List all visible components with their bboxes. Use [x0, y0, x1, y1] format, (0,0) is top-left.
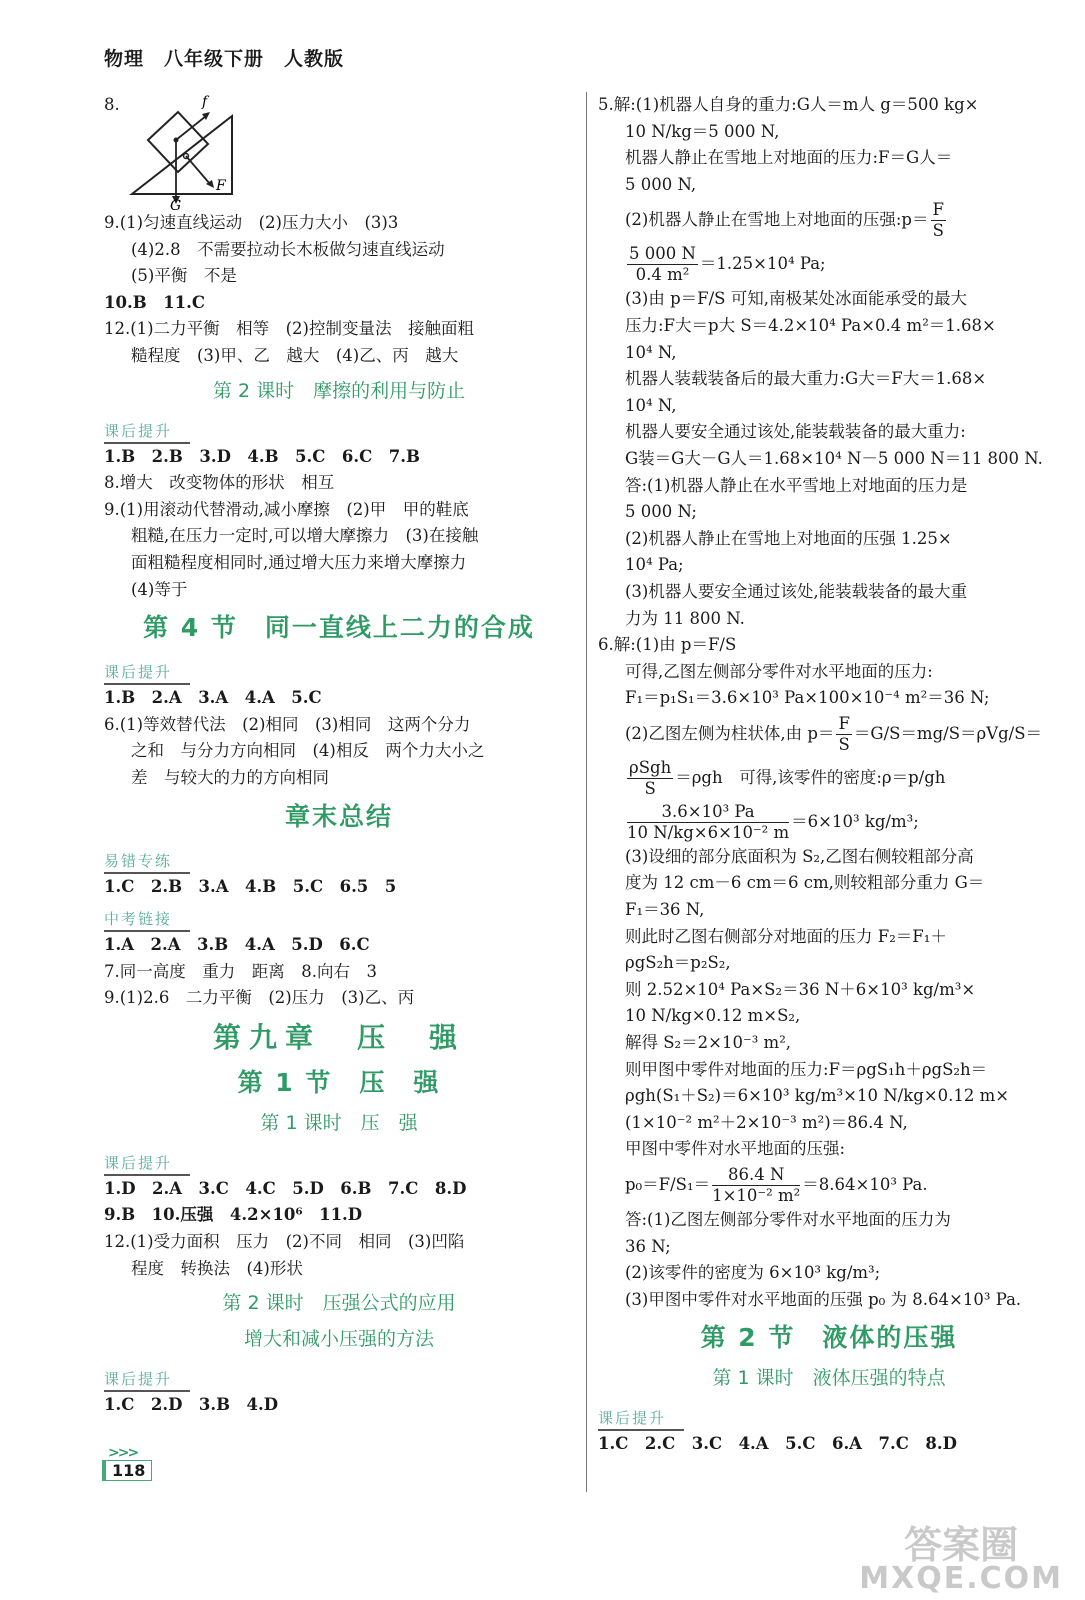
answer-line: 糙程度 (3)甲、乙 越大 (4)乙、丙 越大 — [131, 345, 459, 365]
answer-line: G装＝G大－G人＝1.68×10⁴ N－5 000 N＝11 800 N. — [625, 448, 1043, 468]
formula-prefix: (2)机器人静止在雪地上对地面的压强:p＝ — [625, 210, 929, 230]
answer-line: 10 N/kg＝5 000 N, — [625, 121, 780, 141]
answer-line: 10⁴ Pa; — [625, 555, 684, 575]
answer-line: 则甲图中零件对地面的压力:F＝ρgS₁h＋ρgS₂h＝ — [625, 1059, 988, 1079]
answer-line: 则此时乙图右侧部分对地面的压力 F₂＝F₁＋ — [625, 926, 947, 946]
formula-prefix: (2)乙图左侧为柱状体,由 p＝ — [625, 723, 835, 743]
answer-line: 9.(1)用滚动代替滑动,减小摩擦 (2)甲 甲的鞋底 — [104, 499, 469, 519]
answer-line: 8.增大 改变物体的形状 相互 — [104, 473, 335, 493]
answer-line: 36 N; — [625, 1236, 671, 1256]
answer-line: 答:(1)机器人静止在水平雪地上对地面的压力是 — [625, 475, 968, 495]
formula-suffix: ＝8.64×10³ Pa. — [802, 1175, 928, 1194]
pressure-arrow — [186, 156, 210, 184]
section-heading: 增大和减小压强的方法 — [243, 1328, 434, 1351]
exercise-tag-row — [104, 900, 574, 932]
answer-line: 10⁴ N, — [625, 342, 677, 362]
answer-line: 5 000 N; — [625, 502, 697, 522]
fraction-numerator: ρSgh — [629, 757, 672, 777]
formula-line — [598, 756, 1060, 800]
answer-line: 5 000 N, — [625, 174, 697, 194]
answer-line: (3)机器人要安全通过该处,能装载装备的最大重 — [625, 581, 968, 601]
section-heading: 章末总结 — [284, 801, 393, 831]
fraction — [627, 758, 673, 799]
answer-key-line: 1.B 2.A 3.A 4.A 5.C — [104, 688, 322, 708]
answer-line: 7.同一高度 重力 距离 8.向右 3 — [104, 961, 377, 981]
exercise-tag-row — [104, 412, 574, 444]
answer-line: F₁＝36 N, — [625, 900, 705, 920]
exercise-tag: 课后提升 — [104, 420, 190, 444]
watermark-url: MXQE.COM — [859, 1561, 1063, 1596]
fraction-numerator: F — [932, 200, 944, 220]
section-heading: 第 1 节 压 强 — [237, 1067, 441, 1097]
answer-line: (3)由 p＝F/S 可知,南极某处冰面能承受的最大 — [625, 289, 967, 309]
fraction — [627, 802, 789, 843]
answer-line: 6.解:(1)由 p＝F/S — [598, 635, 737, 655]
formula-prefix: p₀＝F/S₁＝ — [625, 1175, 711, 1194]
formula-line — [598, 800, 1060, 844]
formula-line — [598, 1163, 1060, 1207]
exercise-tag-row — [104, 1360, 574, 1392]
figure-question-8 — [104, 92, 574, 210]
answer-key-line: 1.A 2.A 3.B 4.A 5.D 6.C — [104, 935, 370, 955]
answer-line: 10⁴ N, — [625, 395, 677, 415]
left-column — [104, 92, 574, 1419]
fraction-denominator: S — [644, 778, 656, 798]
formula-suffix: ＝ρgh 可得,该零件的密度:ρ＝p/gh — [675, 767, 946, 787]
answer-line: 12.(1)受力面积 压力 (2)不同 相同 (3)凹陷 — [104, 1232, 465, 1252]
fraction-denominator: S — [932, 221, 944, 241]
formula-line — [598, 242, 1060, 286]
exercise-tag: 易错专练 — [104, 850, 190, 874]
exercise-tag-row — [598, 1399, 1060, 1431]
fraction-numerator: F — [838, 713, 850, 733]
answer-line: F₁＝p₁S₁＝3.6×10³ Pa×100×10⁻⁴ m²＝36 N; — [625, 688, 990, 708]
answer-line: 甲图中零件对水平地面的压强: — [625, 1139, 846, 1159]
answer-line: 压力:F大＝p大 S＝4.2×10⁴ Pa×0.4 m²＝1.68× — [625, 315, 996, 335]
formula-line — [598, 198, 1060, 242]
section-heading: 第 1 课时 液体压强的特点 — [712, 1367, 946, 1390]
right-column — [598, 92, 1060, 1458]
answer-line: 力为 11 800 N. — [625, 608, 745, 628]
fraction-denominator: S — [838, 734, 850, 754]
exercise-tag: 中考链接 — [104, 908, 190, 932]
formula-line — [598, 712, 1060, 756]
section-heading: 第 2 节 液体的压强 — [700, 1323, 958, 1353]
fraction-numerator: 5 000 N — [629, 244, 696, 264]
column-divider — [586, 92, 587, 1492]
answer-key-line: 1.D 2.A 3.C 4.C 5.D 6.B 7.C 8.D — [104, 1178, 467, 1198]
section-heading: 第 1 课时 压 强 — [260, 1111, 418, 1134]
label-F: F — [216, 178, 226, 194]
answer-key-line: 1.C 2.D 3.B 4.D — [104, 1395, 279, 1415]
right-answer-lines — [598, 92, 1060, 1458]
fraction — [836, 714, 851, 755]
section-heading: 第 4 节 同一直线上二力的合成 — [143, 613, 535, 643]
answer-line: 之和 与分力方向相同 (4)相反 两个力大小之 — [131, 741, 485, 761]
formula-suffix: ＝6×10³ kg/m³; — [791, 811, 919, 831]
exercise-tag: 课后提升 — [104, 1152, 190, 1176]
answer-line: ρgS₂h＝p₂S₂, — [625, 953, 731, 973]
answer-line: (2)机器人静止在雪地上对地面的压强 1.25× — [625, 528, 952, 548]
answer-line: 9.(1)匀速直线运动 (2)压力大小 (3)3 — [104, 213, 399, 232]
watermark-text: 答案圈 — [904, 1523, 1019, 1567]
fraction — [627, 244, 698, 285]
answer-line: 面粗糙程度相同时,通过增大压力来增大摩擦力 — [131, 552, 467, 572]
left-answer-lines — [104, 210, 574, 1419]
section-heading: 第 2 课时 摩擦的利用与防止 — [212, 379, 466, 402]
fraction-denominator: 1×10⁻² m² — [712, 1186, 801, 1205]
answer-line: (2)该零件的密度为 6×10³ kg/m³; — [625, 1263, 881, 1283]
answer-line: 机器人静止在雪地上对地面的压力:F＝G人＝ — [625, 148, 953, 168]
formula-suffix: ＝1.25×10⁴ Pa; — [699, 254, 826, 274]
answer-line: 则 2.52×10⁴ Pa×S₂＝36 N＋6×10³ kg/m³× — [625, 979, 976, 999]
answer-line: 12.(1)二力平衡 相等 (2)控制变量法 接触面粗 — [104, 319, 474, 339]
exercise-tag: 课后提升 — [104, 1368, 190, 1392]
answer-key-line: 1.C 2.B 3.A 4.B 5.C 6.5 5 — [104, 876, 397, 896]
answer-line: (4)等于 — [131, 579, 188, 599]
fraction-denominator: 0.4 m² — [635, 265, 690, 285]
answer-line: 机器人要安全通过该处,能装载装备的最大重力: — [625, 422, 966, 442]
answer-key-line: 10.B 11.C — [104, 292, 205, 312]
answer-line: 程度 转换法 (4)形状 — [131, 1258, 303, 1278]
answer-key-line: 1.C 2.C 3.C 4.A 5.C 6.A 7.C 8.D — [598, 1434, 957, 1454]
exercise-tag-row — [104, 653, 574, 685]
figure-number: 8. — [104, 95, 120, 114]
answer-line: (5)平衡 不是 — [131, 266, 237, 286]
label-G: G — [170, 198, 182, 210]
answer-line: (4)2.8 不需要拉动长木板做匀速直线运动 — [131, 239, 445, 259]
formula-suffix: ＝G/S＝mg/S＝ρVg/S＝ — [853, 723, 1043, 743]
answer-line: (1×10⁻² m²＋2×10⁻³ m²)＝86.4 N, — [625, 1112, 908, 1132]
exercise-tag: 课后提升 — [104, 661, 190, 685]
answer-line: 解得 S₂＝2×10⁻³ m², — [625, 1033, 792, 1053]
page-header-title: 物理 八年级下册 人教版 — [104, 48, 345, 70]
fraction-denominator: 10 N/kg×6×10⁻² m — [627, 822, 790, 842]
answer-line: 可得,乙图左侧部分零件对水平地面的压力: — [625, 661, 933, 681]
answer-line: 差 与较大的力的方向相同 — [131, 767, 329, 787]
fraction — [931, 200, 946, 241]
fraction-numerator: 86.4 N — [712, 1165, 800, 1186]
exercise-tag-row — [104, 842, 574, 874]
answer-line: 粗糙,在压力一定时,可以增大摩擦力 (3)在接触 — [131, 526, 479, 546]
answer-line: 5.解:(1)机器人自身的重力:G人＝m人 g＝500 kg× — [598, 95, 979, 114]
answer-line: 机器人装载装备后的最大重力:G大＝F大＝1.68× — [625, 369, 987, 389]
answer-line: 10 N/kg×0.12 m×S₂, — [625, 1006, 801, 1026]
answer-line: 6.(1)等效替代法 (2)相同 (3)相同 这两个分力 — [104, 714, 471, 734]
label-f: f — [202, 94, 208, 110]
answer-key-line: 1.B 2.B 3.D 4.B 5.C 6.C 7.B — [104, 446, 420, 466]
incline-force-diagram — [126, 92, 256, 210]
answer-line: ρgh(S₁＋S₂)＝6×10³ kg/m³×10 N/kg×0.12 m× — [625, 1086, 1010, 1106]
page-arrows-decoration: >>> — [108, 1445, 138, 1461]
chapter-heading: 第九章 压 强 — [212, 1020, 465, 1054]
exercise-tag-row — [104, 1144, 574, 1176]
answer-line: (3)甲图中零件对水平地面的压强 p₀ 为 8.64×10³ Pa. — [625, 1289, 1022, 1309]
answer-line: 答:(1)乙图左侧部分零件对水平地面的压力为 — [625, 1210, 951, 1229]
watermark — [859, 1523, 1063, 1596]
answer-line: 度为 12 cm－6 cm＝6 cm,则较粗部分重力 G＝ — [625, 873, 985, 893]
answer-line: 9.(1)2.6 二力平衡 (2)压力 (3)乙、丙 — [104, 988, 415, 1008]
exercise-tag: 课后提升 — [598, 1407, 684, 1431]
fraction — [712, 1165, 800, 1206]
answer-key-line: 9.B 10.压强 4.2×10⁶ 11.D — [104, 1205, 363, 1225]
section-heading: 第 2 课时 压强公式的应用 — [222, 1292, 456, 1315]
fraction-numerator: 3.6×10³ Pa — [627, 802, 789, 823]
page-number: 118 — [102, 1460, 152, 1481]
answer-line: (3)设细的部分底面积为 S₂,乙图右侧较粗部分高 — [625, 846, 974, 866]
